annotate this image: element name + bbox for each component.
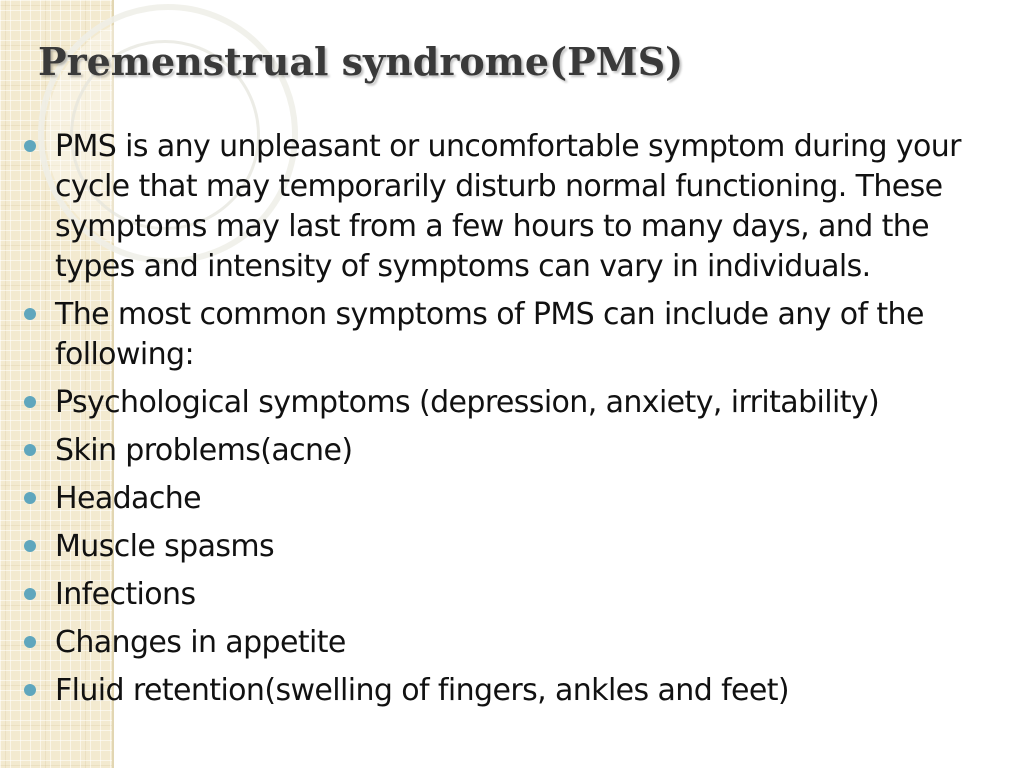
bullet-item (24, 479, 1004, 519)
bullet-item (24, 623, 1004, 663)
bullet-text: Psychological symptoms (depression, anxiety, irritability) (55, 385, 880, 420)
bullet-dot-icon (24, 308, 36, 320)
bullet-text: Infections (55, 577, 196, 612)
bullet-text: The most common symptoms of PMS can include any of the following: (55, 297, 924, 372)
slide-title: Premenstrual syndrome(PMS) (38, 39, 684, 84)
bullet-item (24, 383, 1004, 423)
bullet-dot-icon (24, 444, 36, 456)
bullet-item (24, 431, 1004, 471)
bullet-text: PMS is any unpleasant or uncomfortable symptom during your cycle that may temporarily disturb normal functioning. These symptoms may last from a few hours to many days, and the types and intensity of symptoms can vary in individuals. (55, 129, 961, 284)
bullet-item (24, 295, 1004, 375)
bullet-dot-icon (24, 636, 36, 648)
bullet-dot-icon (24, 140, 36, 152)
bullet-text: Changes in appetite (55, 625, 346, 660)
bullet-list (24, 127, 1004, 719)
bullet-item (24, 127, 1004, 287)
bullet-text: Fluid retention(swelling of fingers, ankles and feet) (55, 673, 790, 708)
bullet-dot-icon (24, 492, 36, 504)
bullet-text: Headache (55, 481, 201, 516)
bullet-item (24, 527, 1004, 567)
bullet-dot-icon (24, 684, 36, 696)
bullet-dot-icon (24, 588, 36, 600)
bullet-item (24, 575, 1004, 615)
bullet-text: Skin problems(acne) (55, 433, 353, 468)
bullet-item (24, 671, 1004, 711)
bullet-dot-icon (24, 540, 36, 552)
bullet-dot-icon (24, 396, 36, 408)
bullet-text: Muscle spasms (55, 529, 275, 564)
